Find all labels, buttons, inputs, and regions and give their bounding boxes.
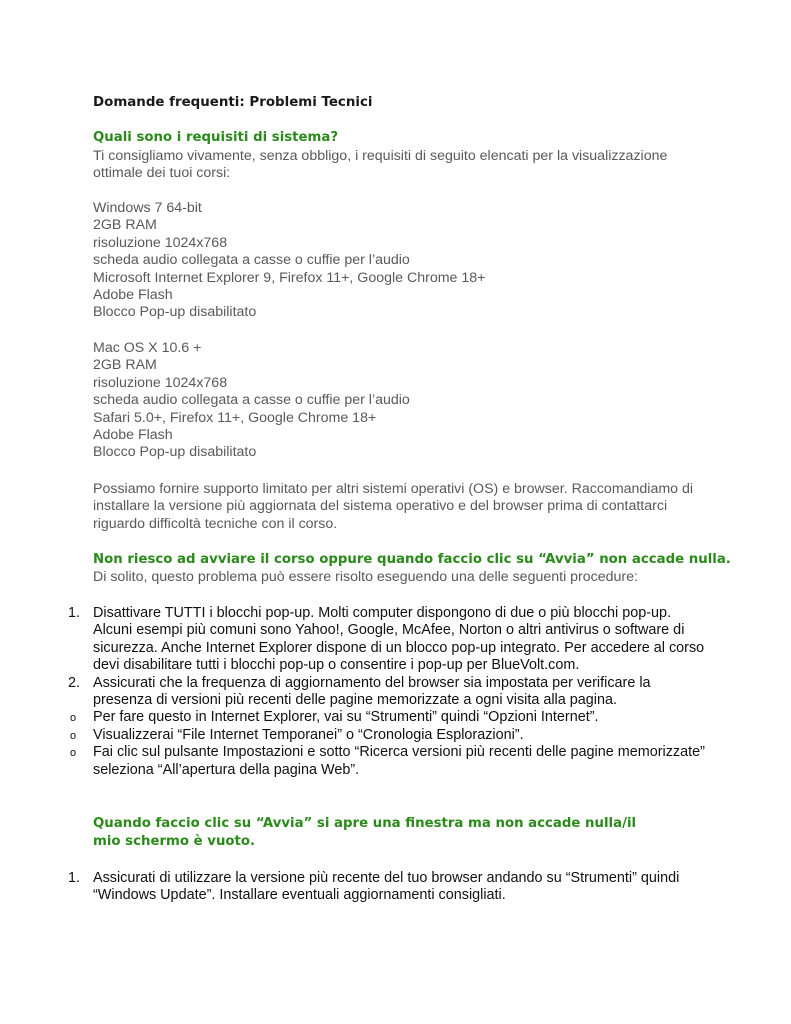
list-item — [68, 870, 708, 905]
section-heading-blank-window: Quando faccio clic su “Avvia” si apre una finestra ma non accade nulla/il mio schermo è vuoto. — [93, 816, 637, 849]
list-item — [68, 605, 708, 675]
requirement-line: Safari 5.0+, Firefox 11+, Google Chrome 18+ — [93, 409, 377, 426]
requirement-line: scheda audio collegata a casse o cuffie per l’audio — [93, 252, 410, 269]
list-item-text: Assicurati di utilizzare la versione più recente del tuo browser andando su “Strumenti” quindi “Windows Update”. Installare eventuali aggiornamenti consigliati. — [93, 870, 680, 904]
list-item — [68, 709, 708, 726]
mac-requirements-list — [93, 340, 410, 462]
requirement-line: scheda audio collegata a casse o cuffie per l’audio — [93, 392, 410, 409]
list-marker: 1. — [68, 605, 81, 621]
list-marker: 2. — [68, 674, 81, 691]
requirement-line: risoluzione 1024x768 — [93, 374, 228, 391]
requirement-line: Mac OS X 10.6 + — [93, 340, 202, 356]
list-item-text: Disattivare TUTTI i blocchi pop-up. Molti computer dispongono di due o più blocchi pop-up. Alcuni esempi più comuni sono Yahoo!, Google, McAfee, Norton o altri antivirus o software di sicurezza. Anche Internet Explorer dispone di un blocco pop-up integrato. Per accedere al corso devi disabilitare tutti i blocchi pop-up o consentire i pop-up per BlueVolt.com. — [93, 605, 705, 674]
list-item-text: Per fare questo in Internet Explorer, vai su “Strumenti” quindi “Opzioni Internet”. — [93, 709, 599, 726]
requirement-line: 2GB RAM — [93, 357, 157, 374]
requirement-line: Adobe Flash — [93, 426, 173, 443]
list-marker: o — [70, 729, 77, 742]
requirement-line: 2GB RAM — [93, 217, 157, 234]
list-item-text: Assicurati che la frequenza di aggiornamento del browser sia impostata per verificare la presenza di versioni più recenti delle pagine memorizzate a ogni visita alla pagina. — [93, 674, 651, 709]
list-item — [68, 675, 708, 710]
section-heading-cannot-start: Non riesco ad avviare il corso oppure quando faccio clic su “Avvia” non accade nulla. — [93, 552, 731, 567]
section-intro-requirements: Ti consigliamo vivamente, senza obbligo, i requisiti di seguito elencati per la visualizzazione ottimale dei tuoi corsi: — [93, 148, 668, 182]
support-note: Possiamo fornire supporto limitato per altri sistemi operativi (OS) e browser. Raccomandiamo di installare la versione più aggiornata del sistema operativo e del browser prima di contattarci riguardo difficoltà tecniche con il corso. — [93, 481, 694, 532]
list-item-text: Fai clic sul pulsante Impostazioni e sotto “Ricerca versioni più recenti delle pagine memorizzate” seleziona “All’apertura della pagina Web”. — [93, 744, 705, 778]
requirement-line: risoluzione 1024x768 — [93, 234, 228, 251]
list-marker: o — [70, 712, 77, 725]
list-item-text: Visualizzerai “File Internet Temporanei” o “Cronologia Esplorazioni”. — [93, 726, 524, 743]
list-marker: 1. — [68, 870, 81, 886]
list-item — [68, 727, 708, 744]
requirement-line: Blocco Pop-up disabilitato — [93, 444, 257, 461]
list-marker: o — [70, 747, 77, 760]
section-heading-system-requirements: Quali sono i requisiti di sistema? — [93, 130, 339, 145]
list-item — [68, 744, 708, 779]
requirement-line: Windows 7 64-bit — [93, 200, 202, 216]
page-title: Domande frequenti: Problemi Tecnici — [93, 95, 373, 110]
browser-update-list — [68, 870, 708, 905]
windows-requirements-list — [93, 200, 485, 322]
requirement-line: Blocco Pop-up disabilitato — [93, 304, 257, 321]
section-intro-procedures: Di solito, questo problema può essere risolto eseguendo una delle seguenti procedure: — [93, 569, 638, 585]
requirement-line: Adobe Flash — [93, 286, 173, 303]
requirement-line: Microsoft Internet Explorer 9, Firefox 11+, Google Chrome 18+ — [93, 269, 486, 286]
procedure-list — [68, 605, 708, 779]
